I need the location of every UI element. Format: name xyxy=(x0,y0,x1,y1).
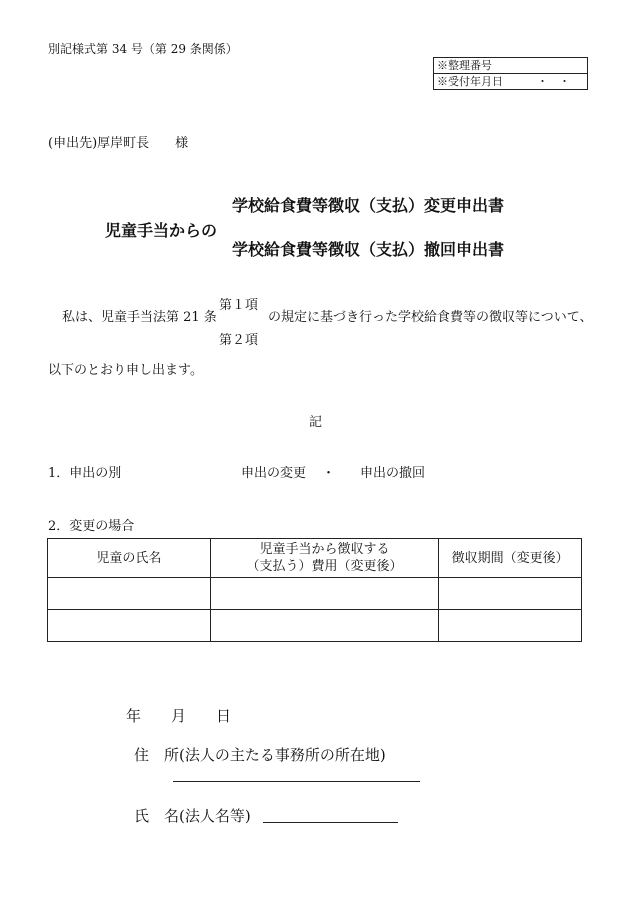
received-date-field[interactable] xyxy=(434,74,588,90)
body-lead: 私は、児童手当法第 21 条 xyxy=(62,310,217,325)
cell-period[interactable] xyxy=(439,610,582,642)
table-header-row xyxy=(48,539,582,578)
header-period: 徴収期間（変更後） xyxy=(439,539,582,578)
header-cost-line2: （支払う）費用（変更後） xyxy=(246,559,403,574)
addressee xyxy=(48,132,188,151)
reference-box xyxy=(433,57,588,90)
item2-label: 2．変更の場合 xyxy=(48,519,135,534)
address-line[interactable] xyxy=(173,781,420,782)
date-year[interactable]: 年 xyxy=(126,707,142,725)
clause-option-1[interactable]: 第１項 xyxy=(219,298,259,313)
date-month[interactable]: 月 xyxy=(171,707,187,725)
table-row xyxy=(48,610,582,642)
address-label: 住 所(法人の主たる事務所の所在地) xyxy=(134,746,386,764)
change-table xyxy=(47,538,582,642)
cell-child-name[interactable] xyxy=(48,610,211,642)
received-date-label: ※受付年月日 xyxy=(437,75,503,88)
cell-cost[interactable] xyxy=(210,610,439,642)
addressee-honorific: 様 xyxy=(175,136,189,151)
item1-label: 1．申出の別 xyxy=(48,466,122,481)
received-date-dots: ・ ・ xyxy=(537,75,570,88)
body-tail: の規定に基づき行った学校給食費等の徴収等について、 xyxy=(268,310,593,325)
body-line-2: 以下のとおり申し出ます。 xyxy=(48,363,203,378)
option-withdraw[interactable]: 申出の撤回 xyxy=(360,466,426,481)
name-label: 氏 名(法人名等) xyxy=(134,807,251,825)
cell-cost[interactable] xyxy=(210,578,439,610)
clause-option-2[interactable]: 第２項 xyxy=(219,333,259,348)
table-row xyxy=(48,578,582,610)
header-cost xyxy=(210,539,439,578)
control-number-field[interactable] xyxy=(434,58,588,74)
date-row xyxy=(126,705,261,726)
cell-child-name[interactable] xyxy=(48,578,211,610)
header-child-name: 児童の氏名 xyxy=(48,539,211,578)
title-prefix: 児童手当からの xyxy=(105,221,218,240)
header-cost-line1: 児童手当から徴収する xyxy=(259,542,390,557)
form-number: 別記様式第 34 号（第 29 条関係） xyxy=(48,42,238,56)
title-option-change[interactable]: 学校給食費等徴収（支払）変更申出書 xyxy=(232,196,505,215)
option-separator: ・ xyxy=(322,466,336,481)
option-change[interactable]: 申出の変更 xyxy=(241,466,307,481)
cell-period[interactable] xyxy=(439,578,582,610)
ki-heading: 記 xyxy=(309,415,323,430)
control-number-label: ※整理番号 xyxy=(437,59,492,72)
addressee-recipient: (申出先)厚岸町長 xyxy=(48,136,150,151)
date-day[interactable]: 日 xyxy=(216,707,232,725)
title-option-withdraw[interactable]: 学校給食費等徴収（支払）撤回申出書 xyxy=(232,240,505,259)
name-line[interactable] xyxy=(263,822,398,823)
